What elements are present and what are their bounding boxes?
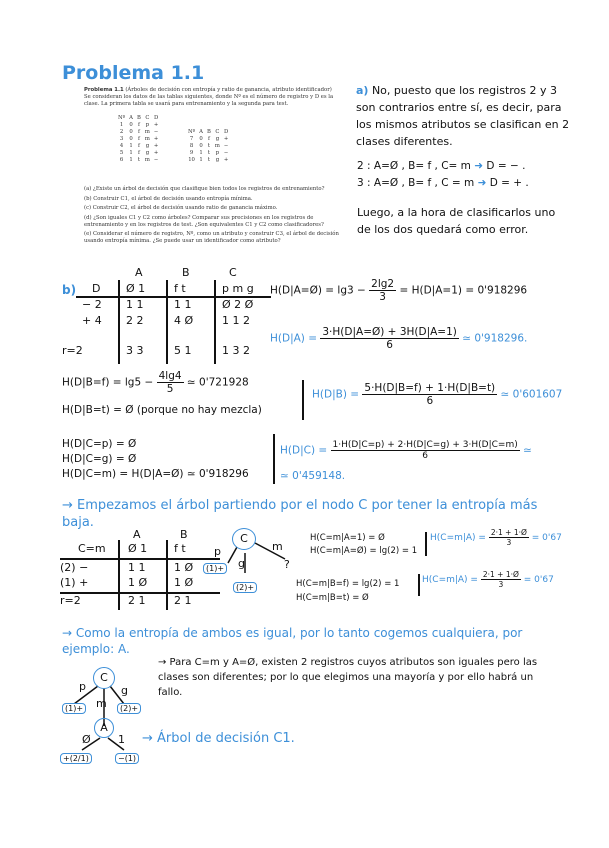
h-cm-b-result: = 0'67 [523, 575, 554, 585]
table-cell: 0 [129, 136, 133, 142]
frac-den: 3 [379, 291, 386, 303]
cm-total: 2 1 [174, 594, 192, 607]
row-minus-label: − 2 [82, 298, 102, 311]
h-bt: H(D|B=t) = Ø (porque no hay mezcla) [62, 404, 262, 416]
h-a-result: ≃ 0'918296. [462, 332, 528, 345]
h-cm-a-frac [489, 528, 529, 547]
h-b-lhs: H(D|B) = [312, 388, 360, 401]
frac-num: 2lg2 [371, 278, 395, 290]
cm-cell: 1 Ø [128, 576, 148, 589]
table-header: Nº [188, 129, 196, 135]
final-edge-0: Ø [82, 733, 91, 746]
table-cell: + [223, 136, 229, 142]
cm-header-rule [60, 558, 220, 560]
total-c: 1 3 2 [222, 344, 250, 357]
record-2-class: D = − . [486, 160, 526, 172]
arrow-icon: ➜ [474, 160, 484, 172]
table-row [116, 150, 160, 157]
group-c: C [229, 266, 237, 279]
table-cell: + [153, 150, 159, 156]
h-c-tail: ≃ [523, 444, 532, 457]
tree-c-edge-p: p [214, 545, 221, 558]
h-cm-a1: H(C=m|A=1) = Ø [310, 533, 385, 543]
h-c-result: ≃ 0'459148. [280, 470, 346, 482]
table-cell: 8 [189, 143, 194, 149]
h-a0-lhs: H(D|A=Ø) = lg3 − [270, 284, 366, 297]
frac-num: 4lg4 [158, 370, 182, 382]
h-a [270, 326, 527, 351]
col-rule [166, 280, 168, 364]
table-header: C [215, 129, 220, 135]
page-title: Problema 1.1 [62, 62, 205, 84]
answer-a-conclusion: Luego, a la hora de clasificarlos uno de los dos quedará como error. [357, 206, 556, 236]
table-cell: 5 [119, 150, 124, 156]
table-cell: g [145, 150, 150, 156]
cm-a-entropies [310, 532, 417, 558]
h-c-lhs: H(D|C) = [280, 444, 328, 457]
cell-minus-c: Ø 2 Ø [222, 298, 254, 311]
h-cp: H(D|C=p) = Ø [62, 438, 137, 450]
table-cell: 0 [129, 122, 133, 128]
frac-num: 2·1 + 1·Ø [490, 528, 527, 537]
table-row [116, 136, 160, 143]
problem-heading-note: (Árboles de decisión con entropía y ratio de ganancia, atributo identificador) [125, 87, 332, 93]
table-cell: 0 [199, 136, 203, 142]
table-cell: 10 [188, 157, 195, 163]
total-b: 5 1 [174, 344, 192, 357]
table-cell: f [207, 136, 210, 142]
table-row [116, 157, 160, 164]
brace-cm-b [418, 574, 420, 596]
cell-plus-b: 4 Ø [174, 314, 194, 327]
h-bf [62, 370, 249, 395]
h-cm-a0: H(C=m|A=Ø) = lg(2) = 1 [310, 546, 418, 556]
final-leaf-p: (1)+ [62, 703, 86, 714]
h-cm-b-lhs: H(C=m|A) = [422, 575, 478, 585]
table-cell: 3 [119, 136, 124, 142]
h-cm-bf: H(C=m|B=f) = lg(2) = 1 [296, 579, 400, 589]
table-cell: f [137, 122, 140, 128]
table-row [186, 143, 230, 150]
tree-c-edge-g: g [238, 557, 245, 570]
table-cell: − [223, 143, 229, 149]
record-3-line [357, 177, 529, 189]
question-d: (d) ¿Son iguales C1 y C2 como árboles? Comparar sus precisiones en los registros de entrenamiento y en los registros de test. ¿Son equivalentes C1 y C2 como clasificadores? [84, 214, 324, 228]
table-cell: f [137, 150, 140, 156]
table-cell: t [137, 157, 140, 163]
h-a-lhs: H(D|A) = [270, 332, 318, 345]
table-header: D [154, 115, 159, 121]
tree-c-leaf-g: (2)+ [233, 582, 257, 593]
h-bf-lhs: H(D|B=f) = lg5 − [62, 376, 154, 389]
cell-plus-a: 2 2 [126, 314, 144, 327]
table-cell: g [145, 143, 150, 149]
cell-minus-b: 1 1 [174, 298, 192, 311]
table-cell: f [137, 143, 140, 149]
table-header: C [145, 115, 150, 121]
tree-c-edge-m: m [272, 540, 283, 553]
col-d: D [92, 282, 101, 295]
table-row [186, 136, 230, 143]
table-header: A [199, 129, 203, 135]
cm-total-label: r=2 [60, 594, 81, 607]
final-leaf-g: (2)+ [117, 703, 141, 714]
cm-row-minus: (2) − [60, 561, 89, 574]
header-rule [76, 296, 271, 298]
cm-col-a: Ø 1 [128, 542, 148, 555]
h-c [280, 440, 532, 461]
table-header: D [224, 129, 229, 135]
h-bf-frac [157, 370, 184, 395]
h-cm-a-result: = 0'67 [531, 533, 562, 543]
cm-cell: 1 Ø [174, 576, 194, 589]
cm-b-entropies [296, 577, 399, 605]
table-cell: + [153, 136, 159, 142]
step-a-note: → Para C=m y A=Ø, existen 2 registros cuyos atributos son iguales pero las clases son diferentes; por lo que elegimos una mayoría y por ello habrá un fallo. [158, 657, 538, 698]
answer-a [356, 82, 571, 150]
count-table [62, 262, 277, 362]
table-cell: 1 [129, 157, 133, 163]
group-a: A [135, 266, 143, 279]
col-rule [214, 280, 216, 364]
cm-group-a: A [133, 528, 141, 541]
h-cm-b-frac [481, 570, 521, 589]
cm-col-rule [166, 540, 168, 610]
answer-a-label: a) [356, 84, 369, 97]
table-cell: t [207, 150, 210, 156]
table-cell: 0 [199, 143, 203, 149]
table-cell: p [215, 150, 220, 156]
cm-total-rule [60, 592, 220, 594]
table-row [186, 157, 230, 164]
final-edge-p: p [79, 680, 86, 693]
cm-total: 2 1 [128, 594, 146, 607]
table-cell: 9 [189, 150, 194, 156]
frac-num: 5·H(D|B=f) + 1·H(D|B=t) [364, 382, 496, 394]
arrow-icon: ➜ [477, 177, 487, 189]
record-3-class: D = + . [489, 177, 529, 189]
h-cm-a [430, 528, 562, 547]
table-cell: 1 [119, 122, 124, 128]
frac-den: 3 [506, 538, 512, 547]
step-a-text: → Como la entropía de ambos es igual, por lo tanto cogemos cualquiera, por ejemplo: A. [62, 626, 523, 656]
table-cell: g [215, 157, 220, 163]
final-edge-g: g [121, 684, 128, 697]
train-table [116, 115, 160, 164]
record-3-attrs: 3 : A=Ø , B= f , C = m [357, 177, 475, 189]
table-cell: + [223, 157, 229, 163]
h-bf-result: ≃ 0'721928 [186, 376, 249, 389]
question-c: (c) Construir C2, el árbol de decisión usando ratio de ganancia máximo. [84, 205, 278, 212]
row-plus-label: + 4 [82, 314, 102, 327]
problem-heading: Problema 1.1 [84, 87, 124, 93]
frac-num: 2·1 + 1·Ø [482, 570, 519, 579]
frac-den: 3 [498, 580, 504, 589]
cm-row-plus: (1) + [60, 576, 89, 589]
col-rule [118, 280, 120, 364]
cell-plus-c: 1 1 2 [222, 314, 250, 327]
cm-group-b: B [180, 528, 188, 541]
h-b-frac [362, 382, 497, 407]
tree-c-question: ? [284, 558, 290, 571]
h-a-frac [320, 326, 459, 351]
cm-cell: 1 1 [128, 561, 146, 574]
table-cell: p [145, 122, 150, 128]
final-node-a: A [94, 718, 114, 738]
table-cell: f [137, 136, 140, 142]
h-b [312, 382, 562, 407]
table-cell: 1 [199, 150, 203, 156]
col-b: f t [174, 282, 186, 295]
brace-b [302, 380, 304, 420]
frac-den: 6 [422, 451, 428, 461]
cm-cell: 1 Ø [174, 561, 194, 574]
record-2-line [357, 160, 525, 172]
table-row [116, 143, 160, 150]
cm-col-rule [118, 540, 120, 610]
table-cell: − [223, 150, 229, 156]
h-cg: H(D|C=g) = Ø [62, 453, 137, 465]
final-edge-1: 1 [118, 733, 125, 746]
frac-den: 6 [426, 395, 434, 407]
col-a: Ø 1 [126, 282, 146, 295]
question-e: (e) Considerar el número de registro, Nº, como un atributo y construir C3, el árbol de decisión usando entropía mínima. ¿Se puede usar un identificador como atributo? [84, 231, 339, 245]
h-a0-frac [369, 278, 396, 303]
question-b: (b) Construir C1, el árbol de decisión usando entropía mínima. [84, 195, 253, 202]
table-cell: − [153, 129, 159, 135]
final-tree-label: → Árbol de decisión C1. [142, 731, 295, 746]
answer-a-text: No, puesto que los registros 2 y 3 son contrarios entre sí, es decir, para los mismos atributos se clasifican en 2 clases diferentes. [356, 84, 570, 148]
tree-c-leaf-p: (1)+ [203, 563, 227, 574]
question-a: (a) ¿Existe un árbol de decisión que clasifique bien todos los registros de entrenamiento? [84, 186, 325, 192]
col-c: p m g [222, 282, 254, 295]
h-a0 [270, 278, 527, 303]
problem-statement [84, 87, 342, 108]
test-table [186, 129, 230, 164]
cell-minus-a: 1 1 [126, 298, 144, 311]
total-label: r=2 [62, 344, 83, 357]
table-cell: 1 [199, 157, 203, 163]
brace-cm-a [425, 532, 427, 556]
table-header: B [206, 129, 211, 135]
brace-c [273, 434, 275, 484]
frac-num: 3·H(D|A=Ø) + 3H(D|A=1) [322, 326, 457, 338]
table-header: A [129, 115, 133, 121]
table-cell: 0 [129, 129, 133, 135]
h-c-frac [331, 440, 520, 461]
table-cell: 4 [119, 143, 124, 149]
table-cell: t [207, 157, 210, 163]
step-c-text: → Empezamos el árbol partiendo por el nodo C por tener la entropía más baja. [62, 498, 538, 530]
final-node-c: C [93, 667, 115, 689]
table-row [116, 122, 160, 129]
final-edge-m: m [96, 697, 107, 710]
table-cell: + [153, 143, 159, 149]
h-b-result: ≃ 0'601607 [500, 388, 563, 401]
frac-num: 1·H(D|C=p) + 2·H(D|C=g) + 3·H(D|C=m) [332, 440, 518, 450]
cm-col-d: C=m [78, 542, 106, 555]
h-cm-a-lhs: H(C=m|A) = [430, 533, 486, 543]
total-a: 3 3 [126, 344, 144, 357]
table-cell: 1 [129, 150, 133, 156]
final-leaf-0: +(2/1) [60, 753, 92, 764]
questions-list [84, 186, 349, 248]
table-cell: m [144, 136, 150, 142]
table-cell: 1 [129, 143, 133, 149]
table-cell: f [137, 129, 140, 135]
table-cell: 7 [189, 136, 194, 142]
table-cell: m [214, 143, 220, 149]
final-leaf-1: −(1) [115, 753, 139, 764]
table-header: B [136, 115, 141, 121]
table-cell: 6 [119, 157, 124, 163]
frac-den: 5 [166, 383, 174, 395]
problem-intro: Se consideran los datos de las tablas siguientes, donde Nº es el número de registro y D es la clase. La primera tabla se usará para entrenamiento y la segunda para test. [84, 94, 334, 107]
h-cm-bt: H(C=m|B=t) = Ø [296, 593, 369, 603]
table-cell: − [153, 157, 159, 163]
h-a0-result: = H(D|A=1) = 0'918296 [399, 284, 528, 297]
table-cell: m [144, 129, 150, 135]
table-cell: g [215, 136, 220, 142]
table-cell: 2 [119, 129, 124, 135]
record-2-attrs: 2 : A=Ø , B= f , C= m [357, 160, 471, 172]
frac-den: 6 [386, 339, 393, 351]
h-cm: H(D|C=m) = H(D|A=Ø) ≃ 0'918296 [62, 468, 249, 480]
table-header: Nº [118, 115, 126, 121]
group-b: B [182, 266, 190, 279]
cm-col-b: f t [174, 542, 186, 555]
table-cell: + [153, 122, 159, 128]
tree-c-node: C [232, 528, 256, 550]
table-cell: m [144, 157, 150, 163]
table-row [116, 129, 160, 136]
h-cm-b [422, 570, 554, 589]
table-row [186, 150, 230, 157]
answer-b-label: b) [62, 283, 77, 297]
table-cell: t [207, 143, 210, 149]
